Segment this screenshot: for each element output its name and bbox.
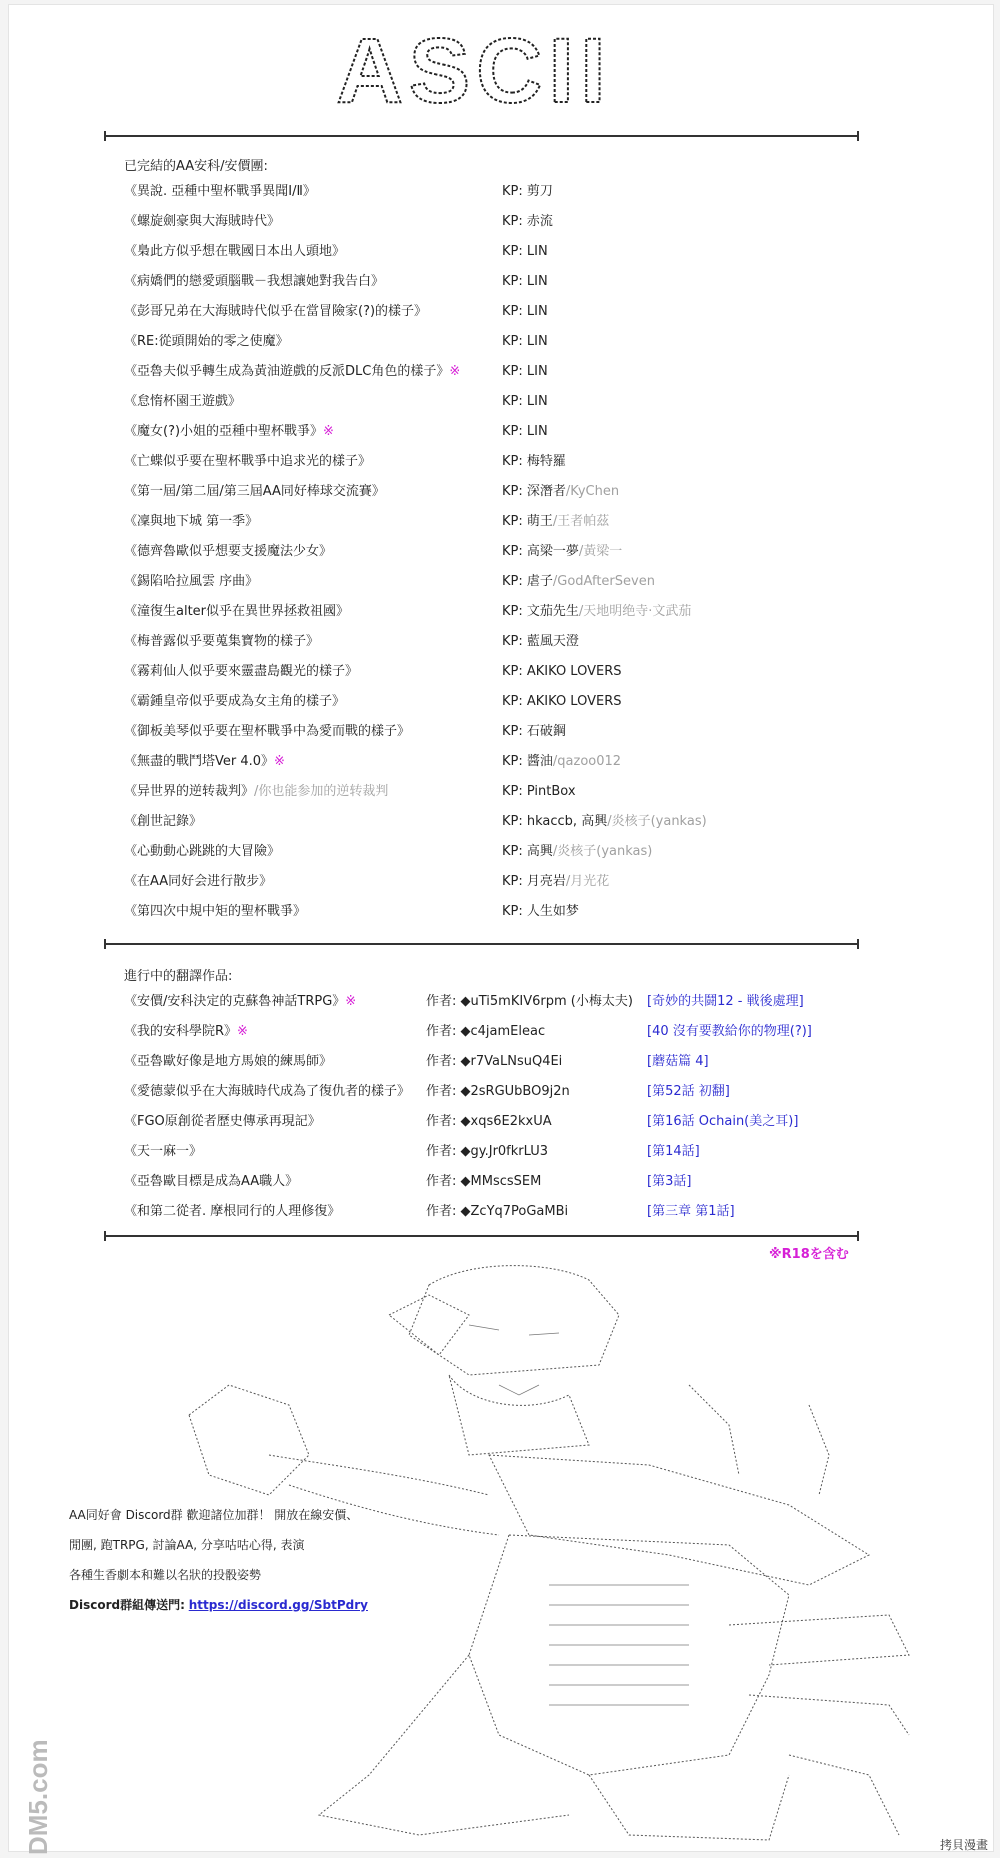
completed-item-kp-cell — [502, 267, 548, 297]
completed-item-title-cell — [124, 267, 384, 297]
completed-item-kp: KP: 高興 — [502, 844, 553, 859]
completed-item-title-cell — [124, 717, 410, 747]
completed-item-title: 《錫陷哈拉風雲 序曲》 — [124, 574, 259, 589]
completed-item-kp-alias: /GodAfterSeven — [552, 574, 655, 589]
ongoing-item-author: 作者: ◆2sRGUbBO9j2n — [426, 1084, 570, 1099]
ascii-logo — [309, 27, 639, 117]
r18-mark: ※ — [323, 424, 334, 439]
ongoing-item-progress-link[interactable]: [奇妙的共鬪12 - 戦後處理] — [647, 994, 804, 1009]
completed-item-kp: KP: 人生如梦 — [502, 904, 579, 919]
completed-item-title-cell — [124, 177, 316, 207]
completed-item-title: 《霸鍾皇帝似乎要成為女主角的樣子》 — [124, 694, 346, 709]
completed-item-kp: KP: 萌王 — [502, 514, 553, 529]
ongoing-item-title-cell — [124, 1167, 298, 1197]
completed-item-title: 《在AA同好会进行散步》 — [124, 874, 273, 889]
ongoing-item-author: 作者: ◆MMscsSEM — [426, 1174, 542, 1189]
completed-item-kp-cell — [502, 687, 621, 717]
ongoing-item-title: 《愛德蒙似乎在大海賊時代成為了復仇者的樣子》 — [124, 1084, 411, 1099]
completed-item-title-cell — [124, 417, 334, 447]
ongoing-item-progress-link[interactable]: [40 沒有要教給你的物理(?)] — [647, 1024, 812, 1039]
completed-item-title-cell — [124, 747, 285, 777]
completed-item-title-cell — [124, 237, 345, 267]
completed-item-kp-cell — [502, 867, 609, 897]
discord-link-label: Discord群組傳送門: — [69, 1598, 185, 1612]
ongoing-item-progress-link[interactable]: [蘑菇篇 4] — [647, 1054, 709, 1069]
completed-item-kp-cell — [502, 807, 707, 837]
ongoing-item-title: 《亞魯歐好像是地方馬娘的練馬師》 — [124, 1054, 333, 1069]
completed-item-title: 《异世界的逆转裁判》 — [124, 784, 255, 799]
completed-item-kp-cell — [502, 327, 548, 357]
completed-item-kp: KP: LIN — [502, 334, 548, 349]
completed-item-kp-cell — [502, 417, 548, 447]
completed-item-kp-alias: /qazoo012 — [552, 754, 622, 769]
completed-item-kp-cell — [502, 297, 548, 327]
completed-item-subtitle: /你也能参加的逆转裁判 — [254, 784, 389, 799]
r18-note: ※R18を含む — [769, 1247, 849, 1262]
completed-item-kp: KP: 深潛者 — [502, 484, 566, 499]
completed-item-title: 《亞魯夫似乎轉生成為黃油遊戲的反派DLC角色的樣子》 — [124, 364, 450, 379]
completed-item-title-cell — [124, 387, 241, 417]
completed-item-title-cell — [124, 837, 280, 867]
completed-item-title-cell — [124, 627, 319, 657]
completed-item-title: 《第四次中規中矩的聖杯戰爭》 — [124, 904, 307, 919]
divider-bottom — [104, 1235, 859, 1237]
ongoing-item-title-cell — [124, 987, 356, 1017]
ongoing-item-title-cell — [124, 1077, 410, 1107]
page — [8, 4, 994, 1855]
completed-item-title: 《霧莉仙人似乎要來靈盡島觀光的樣子》 — [124, 664, 359, 679]
completed-item-title: 《怠惰杯園王遊戲》 — [124, 394, 242, 409]
promo-line-1: AA同好會 Discord群 歡迎諸位加群！ 開放在線安價、 — [69, 1508, 359, 1522]
completed-item-title: 《第一屆/第二屆/第三屆AA同好棒球交流賽》 — [124, 484, 385, 499]
copy-manga-watermark: 拷貝漫畫 — [940, 1838, 989, 1852]
discord-link[interactable]: https://discord.gg/SbtPdry — [188, 1598, 368, 1612]
completed-item-kp-cell — [502, 627, 579, 657]
completed-item-kp-cell — [502, 747, 621, 777]
completed-item-kp-cell — [502, 447, 566, 477]
completed-item-kp: KP: 石破鋼 — [502, 724, 566, 739]
completed-item-title-cell — [124, 567, 258, 597]
completed-item-kp-alias: /炎核子(yankas) — [552, 844, 653, 859]
r18-mark: ※ — [237, 1024, 248, 1039]
completed-item-title: 《無盡的戰鬥塔Ver 4.0》 — [124, 754, 275, 769]
completed-item-kp-cell — [502, 837, 652, 867]
completed-item-title-cell — [124, 657, 358, 687]
r18-mark: ※ — [274, 754, 285, 769]
discord-promo — [69, 1500, 368, 1620]
completed-item-title-cell — [124, 297, 427, 327]
completed-item-title-cell — [124, 597, 349, 627]
completed-item-title: 《心動動心跳跳的大冒險》 — [124, 844, 281, 859]
completed-item-title-cell — [124, 477, 385, 507]
completed-item-title: 《德齊魯歐似乎想要支援魔法少女》 — [124, 544, 333, 559]
ongoing-item-progress-link[interactable]: [第3話] — [647, 1174, 692, 1189]
completed-item-kp-cell — [502, 177, 553, 207]
completed-item-kp-alias: /黃梁一 — [578, 544, 623, 559]
completed-item-kp: KP: AKIKO LOVERS — [502, 664, 622, 679]
completed-item-kp: KP: 月亮岩 — [502, 874, 566, 889]
completed-item-kp: KP: LIN — [502, 244, 548, 259]
ongoing-item-progress-link[interactable]: [第三章 第1話] — [647, 1204, 735, 1219]
completed-item-title-cell — [124, 507, 258, 537]
completed-item-kp: KP: 醬油 — [502, 754, 553, 769]
completed-item-kp-alias: /炎核子(yankas) — [607, 814, 707, 829]
ongoing-item-title-cell — [124, 1017, 248, 1047]
completed-item-kp-alias: /王者帕茲 — [552, 514, 610, 529]
completed-item-title: 《RE:從頭開始的零之使魔》 — [124, 334, 289, 349]
completed-item-kp-cell — [502, 477, 619, 507]
completed-item-title: 《彭哥兄弟在大海賊時代似乎在當冒險家(?)的樣子》 — [124, 304, 428, 319]
completed-item-kp-cell — [502, 657, 621, 687]
completed-item-kp: KP: LIN — [502, 274, 548, 289]
dm5-watermark — [21, 1705, 55, 1855]
promo-line-3: 各種生香劇本和難以名狀的投骰姿勢 — [69, 1568, 262, 1582]
ongoing-item-author: 作者: ◆ZcYq7PoGaMBi — [426, 1204, 569, 1219]
ongoing-section-title: 進行中的翻譯作品: — [124, 969, 233, 984]
completed-item-kp-cell — [502, 597, 691, 627]
completed-item-title-cell — [124, 807, 202, 837]
ongoing-item-title: 《安價/安科決定的克蘇魯神話TRPG》 — [124, 994, 346, 1009]
completed-item-title-cell — [124, 687, 345, 717]
ongoing-item-title-cell — [124, 1137, 202, 1167]
ongoing-item-progress-link[interactable]: [第16話 Ochain(美之耳)] — [647, 1114, 799, 1129]
completed-item-kp: KP: LIN — [502, 424, 548, 439]
completed-item-kp-alias: /月光花 — [565, 874, 610, 889]
r18-mark: ※ — [345, 994, 357, 1009]
completed-item-kp-cell — [502, 717, 566, 747]
completed-item-kp-cell — [502, 357, 548, 387]
completed-item-kp-cell — [502, 507, 609, 537]
ongoing-item-title: 《天一麻一》 — [124, 1144, 203, 1159]
completed-item-title: 《螺旋劍豪與大海賊時代》 — [124, 214, 281, 229]
ascii-logo-text: ASCII — [336, 27, 612, 117]
completed-item-title: 《御板美琴似乎要在聖杯戰爭中為愛而戰的樣子》 — [124, 724, 411, 739]
completed-item-title-cell — [124, 867, 272, 897]
completed-item-kp-cell — [502, 237, 548, 267]
completed-item-kp-alias: /KyChen — [565, 484, 620, 499]
completed-item-kp: KP: LIN — [502, 394, 548, 409]
completed-item-title-cell — [124, 897, 306, 927]
ongoing-item-progress-link[interactable]: [第14話] — [647, 1144, 700, 1159]
completed-item-kp-cell — [502, 777, 576, 807]
completed-item-title: 《異說. 亞種中聖杯戰爭異聞Ⅰ/Ⅱ》 — [124, 184, 316, 199]
completed-item-kp: KP: 虐子 — [502, 574, 553, 589]
dm5-watermark-text: DM5.com — [23, 1739, 53, 1855]
ongoing-item-author: 作者: ◆gy.Jr0fkrLU3 — [426, 1144, 549, 1159]
completed-item-kp-cell — [502, 387, 548, 417]
completed-item-title: 《病嬌們的戀愛頭腦戰－我想讓她對我告白》 — [124, 274, 385, 289]
ongoing-item-title: 《和第二從者. 摩根同行的人理修復》 — [124, 1204, 341, 1219]
ongoing-item-title: 《亞魯歐目標是成為AA職人》 — [124, 1174, 299, 1189]
completed-item-title: 《潼復生alter似乎在異世界拯救祖國》 — [124, 604, 350, 619]
completed-item-title: 《亡蝶似乎要在聖杯戰爭中追求光的樣子》 — [124, 454, 372, 469]
r18-mark: ※ — [449, 364, 461, 379]
completed-section-title: 已完結的AA安科/安價團: — [124, 159, 268, 174]
completed-item-title: 《梅普露似乎要蒐集寶物的樣子》 — [124, 634, 320, 649]
completed-item-title: 《梟此方似乎想在戰國日本出人頭地》 — [124, 244, 346, 259]
completed-item-kp: KP: PintBox — [502, 784, 576, 799]
ongoing-item-progress-link[interactable]: [第52話 初翻] — [647, 1084, 730, 1099]
completed-item-kp-cell — [502, 897, 579, 927]
completed-item-kp-cell — [502, 567, 655, 597]
completed-item-kp-alias: /天地明绝寺·文武茄 — [578, 604, 692, 619]
completed-item-title-cell — [124, 447, 371, 477]
completed-item-title-cell — [124, 537, 332, 567]
divider-top — [104, 135, 859, 137]
completed-item-title-cell — [124, 207, 280, 237]
completed-item-kp: KP: 剪刀 — [502, 184, 553, 199]
promo-line-2: 閒團, 跑TRPG, 討論AA, 分享咕咕心得, 表演 — [69, 1538, 305, 1552]
divider-middle — [104, 943, 859, 945]
completed-item-kp: KP: hkaccb, 高興 — [502, 814, 608, 829]
ongoing-item-title: 《我的安科學院R》 — [124, 1024, 238, 1039]
ongoing-item-author: 作者: ◆c4jamEleac — [426, 1024, 546, 1039]
completed-item-title: 《凜與地下城 第一季》 — [124, 514, 259, 529]
completed-item-title-cell — [124, 777, 388, 807]
ongoing-item-author: 作者: ◆r7VaLNsuQ4Ei — [426, 1054, 563, 1069]
completed-item-kp: KP: 藍風天澄 — [502, 634, 579, 649]
completed-item-title: 《魔女(?)小姐的亞種中聖杯戰爭》 — [124, 424, 324, 439]
ongoing-item-title-cell — [124, 1107, 321, 1137]
completed-item-title-cell — [124, 357, 460, 387]
completed-item-kp-cell — [502, 537, 622, 567]
ongoing-item-title-cell — [124, 1197, 340, 1227]
completed-item-kp-cell — [502, 207, 553, 237]
completed-item-kp: KP: 赤流 — [502, 214, 553, 229]
ongoing-item-title-cell — [124, 1047, 332, 1077]
completed-item-kp: KP: 梅特羅 — [502, 454, 566, 469]
ongoing-item-title: 《FGO原創從者歷史傳承再現記》 — [124, 1114, 321, 1129]
completed-item-kp: KP: 高梁一夢 — [502, 544, 579, 559]
ongoing-item-author: 作者: ◆uTi5mKIV6rpm (小梅太夫) — [426, 994, 633, 1009]
completed-item-kp: KP: LIN — [502, 364, 548, 379]
completed-item-title-cell — [124, 327, 289, 357]
completed-item-title: 《創世記錄》 — [124, 814, 203, 829]
completed-item-kp: KP: LIN — [502, 304, 548, 319]
completed-item-kp: KP: AKIKO LOVERS — [502, 694, 622, 709]
ongoing-item-author: 作者: ◆xqs6E2kxUA — [426, 1114, 552, 1129]
completed-item-kp: KP: 文茄先生 — [502, 604, 579, 619]
